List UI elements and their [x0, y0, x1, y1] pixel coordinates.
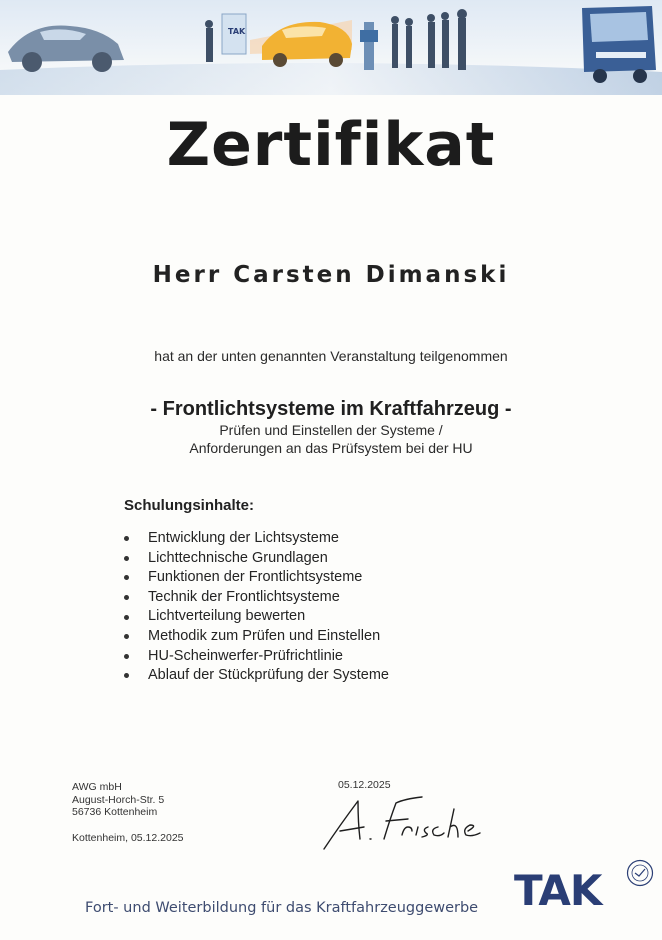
course-subtitle-line-1: Prüfen und Einstellen der Systeme /: [219, 422, 443, 438]
participation-statement: hat an der unten genannten Veranstaltung teilgenommen: [154, 348, 508, 364]
bullet-icon: [124, 634, 129, 639]
list-item: [124, 627, 389, 647]
list-item: [124, 529, 389, 549]
list-item: [124, 588, 389, 608]
recipient-name: Herr Carsten Dimanski: [152, 262, 510, 288]
tak-logo: TAK: [514, 866, 602, 915]
issuer-address: [72, 781, 164, 819]
list-item: [124, 549, 389, 569]
topic-text: Lichtverteilung bewerten: [148, 608, 306, 625]
header-illustration: [0, 0, 662, 95]
list-item: [124, 607, 389, 627]
topics-list: [124, 529, 389, 686]
bullet-icon: [124, 673, 129, 678]
topic-text: Technik der Frontlichtsysteme: [148, 588, 340, 605]
bullet-icon: [124, 575, 129, 580]
topic-text: Methodik zum Prüfen und Einstellen: [148, 627, 381, 644]
bullet-icon: [124, 595, 129, 600]
bullet-icon: [124, 654, 129, 659]
signature-date: 05.12.2025: [338, 779, 391, 791]
issue-place-date: Kottenheim, 05.12.2025: [72, 832, 184, 844]
certification-seal-icon: [626, 859, 654, 887]
topic-text: Funktionen der Frontlichtsysteme: [148, 569, 363, 586]
course-subtitle-line-2: Anforderungen an das Prüfsystem bei der HU: [189, 440, 473, 456]
bullet-icon: [124, 536, 129, 541]
list-item: [124, 568, 389, 588]
footer-tagline: Fort- und Weiterbildung für das Kraftfahrzeuggewerbe: [85, 900, 479, 916]
topic-text: Ablauf der Stückprüfung der Systeme: [148, 667, 389, 684]
topic-text: HU-Scheinwerfer-Prüfrichtlinie: [148, 647, 343, 664]
topics-heading: Schulungsinhalte:: [124, 497, 255, 514]
list-item: [124, 666, 389, 686]
banner-logo: TAK: [228, 27, 246, 36]
course-title: - Frontlichtsysteme im Kraftfahrzeug -: [150, 398, 512, 420]
topic-text: Entwicklung der Lichtsysteme: [148, 530, 339, 546]
issuer-city: 56736 Kottenheim: [72, 806, 158, 818]
certificate-title: Zertifikat: [166, 110, 496, 180]
bullet-icon: [124, 556, 129, 561]
list-item: [124, 647, 389, 667]
bullet-icon: [124, 615, 129, 620]
topic-text: Lichttechnische Grundlagen: [148, 549, 328, 566]
issuer-street: August-Horch-Str. 5: [72, 793, 165, 806]
handwritten-signature: [318, 795, 488, 855]
issuer-name: AWG mbH: [72, 781, 122, 793]
